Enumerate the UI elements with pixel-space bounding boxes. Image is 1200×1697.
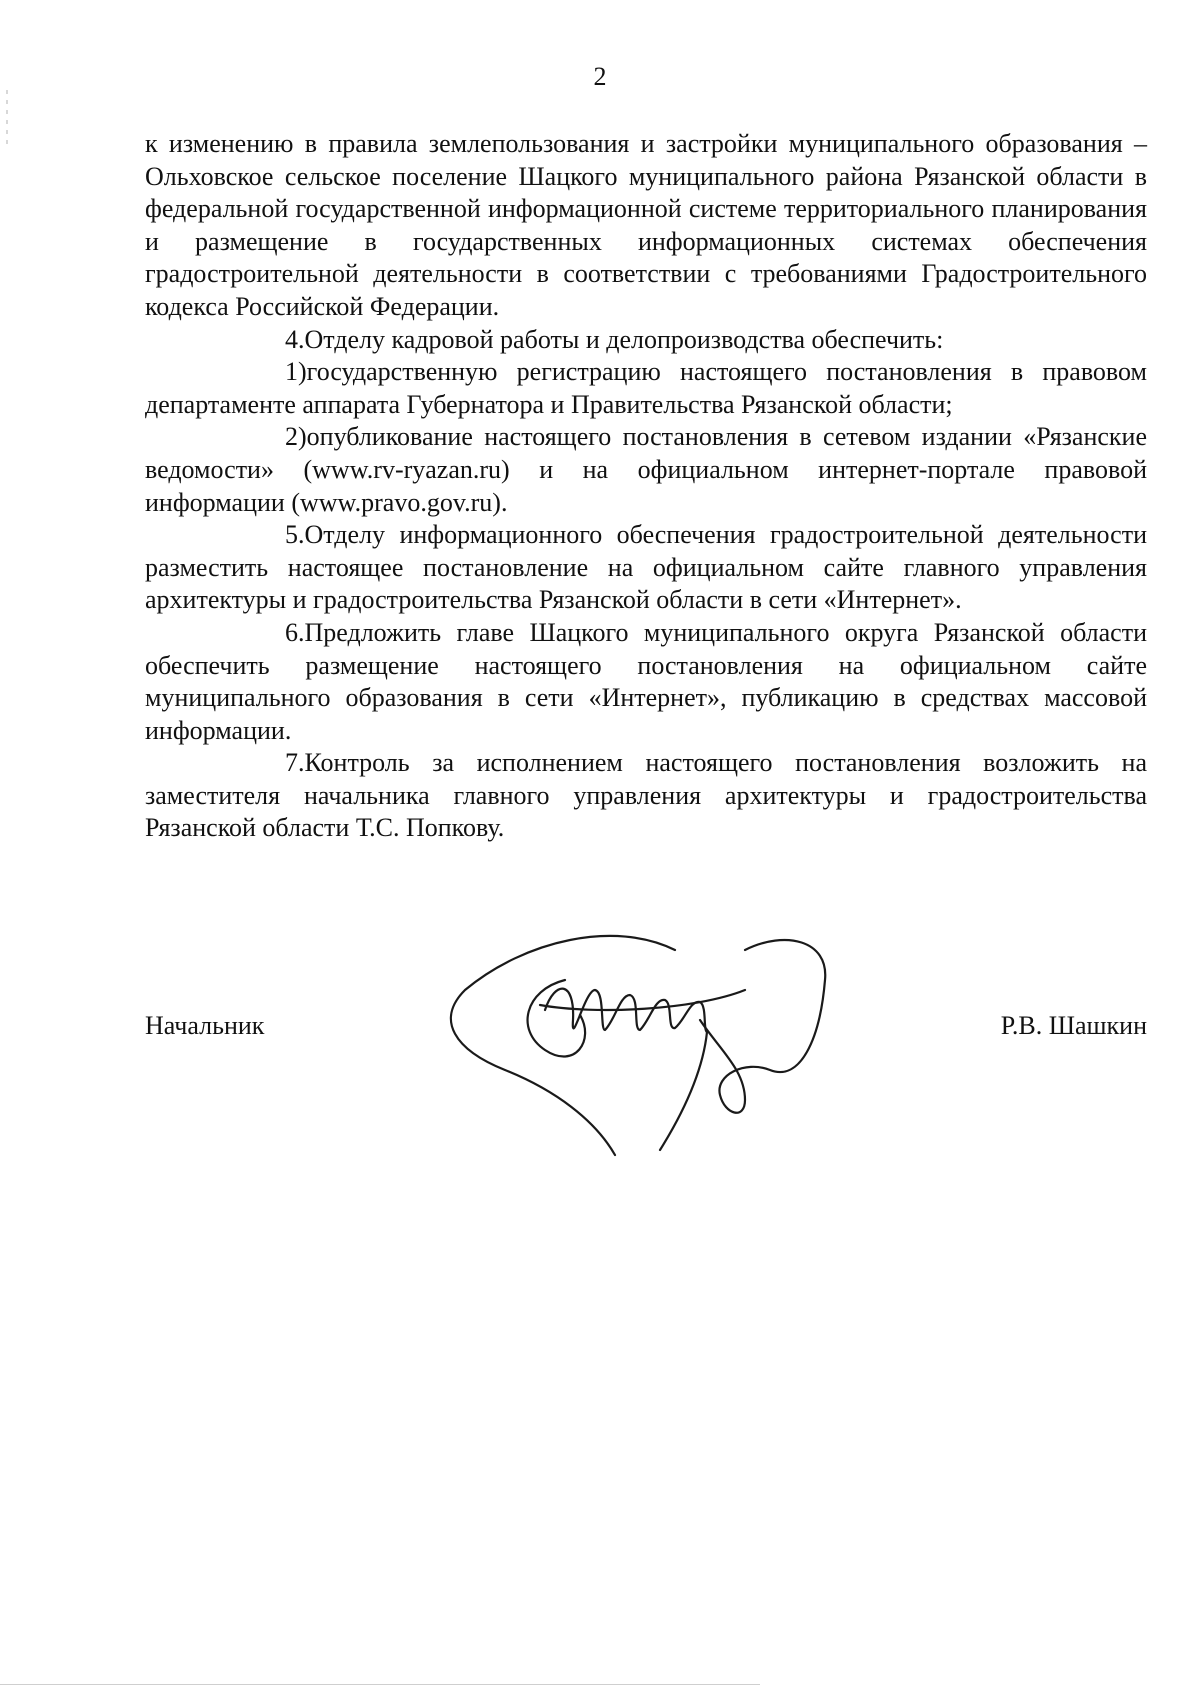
page-number: 2 (593, 62, 607, 91)
paragraph-text: Отделу информационного обеспечения градостроительной деятельности разместить настоящее постановление на официальном сайте главного управления архитектуры и градостроительства Рязанской области в сети «Интернет». (145, 520, 1147, 615)
paragraph-text: к изменению в правила землепользования и застройки муниципального образования – Ольховское сельское поселение Шацкого муниципального района Рязанской области в федеральной государственной информационной системе территориального планирования и размещение в государственных информационных системах обеспечения градостроительной деятельности в соответствии с требованиями Градостроительного кодекса Российской Федерации. (145, 129, 1147, 321)
handwritten-signature (445, 920, 875, 1160)
paragraph-item-7 (145, 747, 1147, 845)
paragraph-text: государственную регистрацию настоящего постановления в правовом департаменте аппарата Губернатора и Правительства Рязанской области; (145, 357, 1147, 419)
paragraph-text: Контроль за исполнением настоящего постановления возложить на заместителя начальника главного управления архитектуры и градостроительства Рязанской области Т.С. Попкову. (145, 748, 1147, 843)
paragraph-text: Отделу кадровой работы и делопроизводства обеспечить: (304, 324, 944, 354)
paragraph-number: 2) (285, 422, 307, 452)
paragraph-number: 4. (285, 324, 305, 354)
paragraph-continuation (145, 128, 1147, 324)
paragraph-number: 1) (285, 357, 307, 387)
paragraph-number: 5. (285, 520, 305, 550)
signer-name: Р.В. Шашкин (1000, 1011, 1147, 1040)
paragraph-subitem-2 (145, 421, 1147, 519)
paragraph-item-4 (145, 324, 1147, 357)
paragraph-number: 6. (285, 617, 305, 647)
paragraph-item-6 (145, 617, 1147, 747)
paragraph-text: опубликование настоящего постановления в сетевом издании «Рязанские ведомости» (www.rv-ryazan.ru) и на официальном интернет-портале правовой информации (www.pravo.gov.ru). (145, 422, 1147, 517)
scan-margin-marks (6, 90, 8, 150)
paragraph-number: 7. (285, 748, 305, 778)
paragraph-item-5 (145, 519, 1147, 617)
paragraph-text: Предложить главе Шацкого муниципального округа Рязанской области обеспечить размещение настоящего постановления на официальном сайте муниципального образования в сети «Интернет», публикацию в средствах массовой информации. (145, 617, 1147, 745)
scan-bottom-rule (0, 1684, 760, 1685)
position-title: Начальник (145, 1011, 265, 1040)
document-body (145, 128, 1147, 845)
paragraph-subitem-1 (145, 356, 1147, 421)
